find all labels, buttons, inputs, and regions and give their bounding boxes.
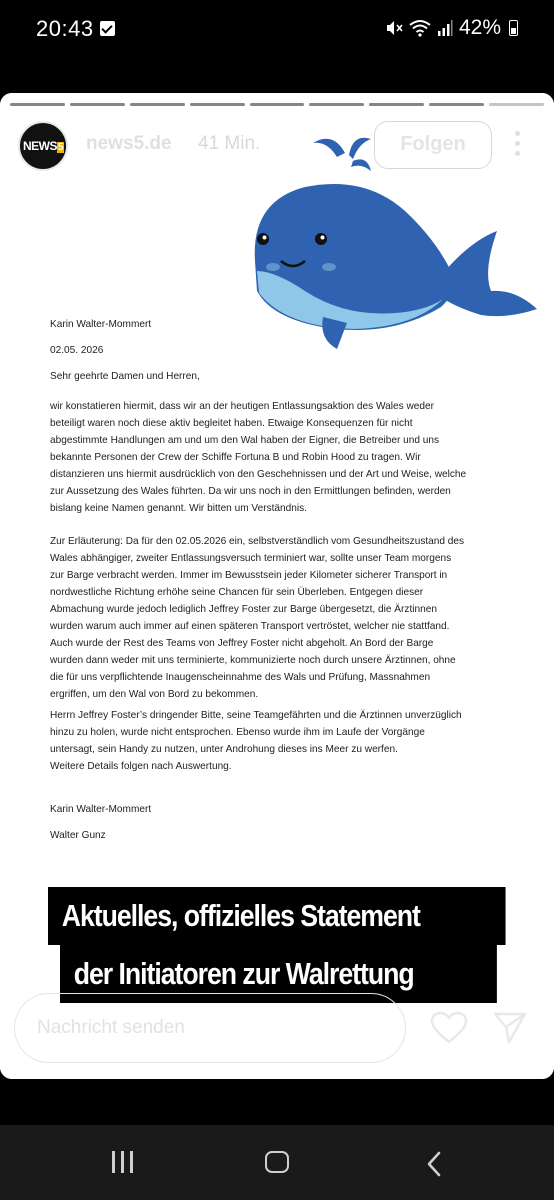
avatar-logo-badge: 5 bbox=[58, 142, 64, 153]
progress-segment bbox=[130, 103, 185, 106]
progress-segment bbox=[369, 103, 424, 106]
story-media bbox=[0, 93, 554, 1079]
status-icons bbox=[385, 16, 518, 40]
story-progress bbox=[10, 103, 544, 106]
letter-salutation: Sehr geehrte Damen und Herren, bbox=[50, 371, 200, 382]
heart-icon[interactable] bbox=[430, 1011, 468, 1045]
letter-line: bekannte Personen der Crew der Schiffe Fortuna B und Robin Hood zu tragen. Wir bbox=[50, 452, 421, 463]
progress-segment bbox=[429, 103, 484, 106]
notification-check-icon bbox=[100, 21, 115, 36]
letter-line: hinzu zu holen, wurde nicht entsprochen. Ebenso wurde ihm im Laufe der Vorgänge bbox=[50, 727, 425, 738]
username[interactable]: news5.de bbox=[86, 133, 172, 154]
battery-percent: 42% bbox=[458, 16, 501, 39]
story-caption bbox=[48, 887, 506, 1003]
letter-line: untersagt, sein Handy zu nutzen, unter Androhung dieses ins Meer zu werfen. bbox=[50, 744, 398, 755]
letter-line: die für uns verpflichtende Inaugenscheinnahme des Wals und Prüfung, Massnahmen bbox=[50, 672, 431, 683]
letter-line: Herrn Jeffrey Foster’s dringender Bitte, seine Teamgefährten und die Ärztinnen unverzüglich bbox=[50, 710, 462, 721]
follow-button[interactable]: Folgen bbox=[374, 121, 492, 169]
letter-line: distanzieren uns hiermit ausdrücklich von den Geschehnissen und der Art und Weise, welche bbox=[50, 469, 467, 480]
letter-line: nordwestliche Richtung erhöhe seine Chancen für sein Überleben. Entgegen dieser bbox=[50, 587, 424, 598]
letter-paragraph-1 bbox=[50, 398, 530, 517]
letter-paragraph-2 bbox=[50, 533, 530, 703]
progress-segment bbox=[250, 103, 305, 106]
letter-paragraph-3 bbox=[50, 707, 530, 775]
battery-icon bbox=[509, 20, 518, 36]
progress-segment bbox=[190, 103, 245, 106]
letter-signature-2: Walter Gunz bbox=[50, 830, 106, 841]
letter-line: Zur Erläuterung: Da für den 02.05.2026 ein, selbstverständlich vom Gesundheitszustand des bbox=[50, 536, 465, 547]
avatar-logo-text: NEWS bbox=[23, 139, 57, 153]
status-bar bbox=[0, 0, 554, 58]
avatar[interactable] bbox=[18, 121, 68, 171]
letter-line: wurden warum auch immer auf einen späteren Transport vertröstet, welcher nie stattfand. bbox=[50, 621, 450, 632]
progress-segment bbox=[309, 103, 364, 106]
letter-line: Weitere Details folgen nach Auswertung. bbox=[50, 761, 232, 772]
letter-line: abgestimmte Handlungen am und um den Wal haben der Eigner, die Betreiber und uns bbox=[50, 435, 440, 446]
home-button[interactable] bbox=[265, 1151, 289, 1173]
mute-icon bbox=[385, 19, 403, 37]
progress-segment bbox=[70, 103, 125, 106]
status-time: 20:43 bbox=[36, 16, 94, 41]
letter-line: Wales abhängiger, zweiter Entlassungsversuch terminiert war, sollte unser Team morgens bbox=[50, 553, 452, 564]
recent-apps-button[interactable] bbox=[110, 1151, 136, 1173]
letter-line: Auch wurde der Rest des Teams von Jeffrey Foster nicht abgeholt. An Bord der Barge bbox=[50, 638, 434, 649]
wifi-icon bbox=[409, 19, 431, 37]
statement-letter bbox=[50, 316, 530, 844]
letter-line: bislang keine Namen genannt. Wir bitten um Verständnis. bbox=[50, 503, 307, 514]
caption-line-2: der Initiatoren zur Walrettung bbox=[60, 945, 497, 1003]
letter-date: 02.05. 2026 bbox=[50, 345, 104, 356]
story-header bbox=[18, 121, 538, 171]
letter-line: Abmachung wurde jedoch lediglich Jeffrey Foster zur Barge übergesetzt, die Ärztinnen bbox=[50, 604, 437, 615]
signal-icon bbox=[437, 19, 453, 37]
time-ago: 41 Min. bbox=[198, 133, 261, 154]
letter-line: zur Barge verbracht werden. Immer im Bewusstsein jeder Kilometer sicherer Transport in bbox=[50, 570, 448, 581]
back-button[interactable] bbox=[426, 1151, 442, 1177]
message-placeholder: Nachricht senden bbox=[37, 1017, 185, 1038]
progress-segment bbox=[489, 103, 544, 106]
letter-line: wurden dann weder mit uns terminierte, kommunizierte noch durch unsere Ärztinnen, ohne bbox=[50, 655, 456, 666]
letter-line: zur Aussetzung des Wales führten. Da wir uns noch in den Ermittlungen befinden, werden bbox=[50, 486, 451, 497]
caption-line-1: Aktuelles, offizielles Statement bbox=[48, 887, 506, 945]
letter-line: beteiligt waren noch diese aktiv begleitet haben. Etwaige Konsequenzen für nicht bbox=[50, 418, 413, 429]
more-icon[interactable] bbox=[510, 131, 524, 161]
letter-signature-1: Karin Walter-Mommert bbox=[50, 804, 152, 815]
progress-segment bbox=[10, 103, 65, 106]
letter-line: ergriffen, um den Wal von Bord zu bekommen. bbox=[50, 689, 259, 700]
message-input[interactable] bbox=[14, 993, 406, 1063]
send-icon[interactable] bbox=[492, 1011, 528, 1045]
letter-line: wir konstatieren hiermit, dass wir an der heutigen Entlassungsaktion des Wales weder bbox=[50, 401, 434, 412]
navigation-bar bbox=[0, 1125, 554, 1200]
story-card[interactable] bbox=[0, 93, 554, 1079]
letter-author: Karin Walter-Mommert bbox=[50, 319, 152, 330]
